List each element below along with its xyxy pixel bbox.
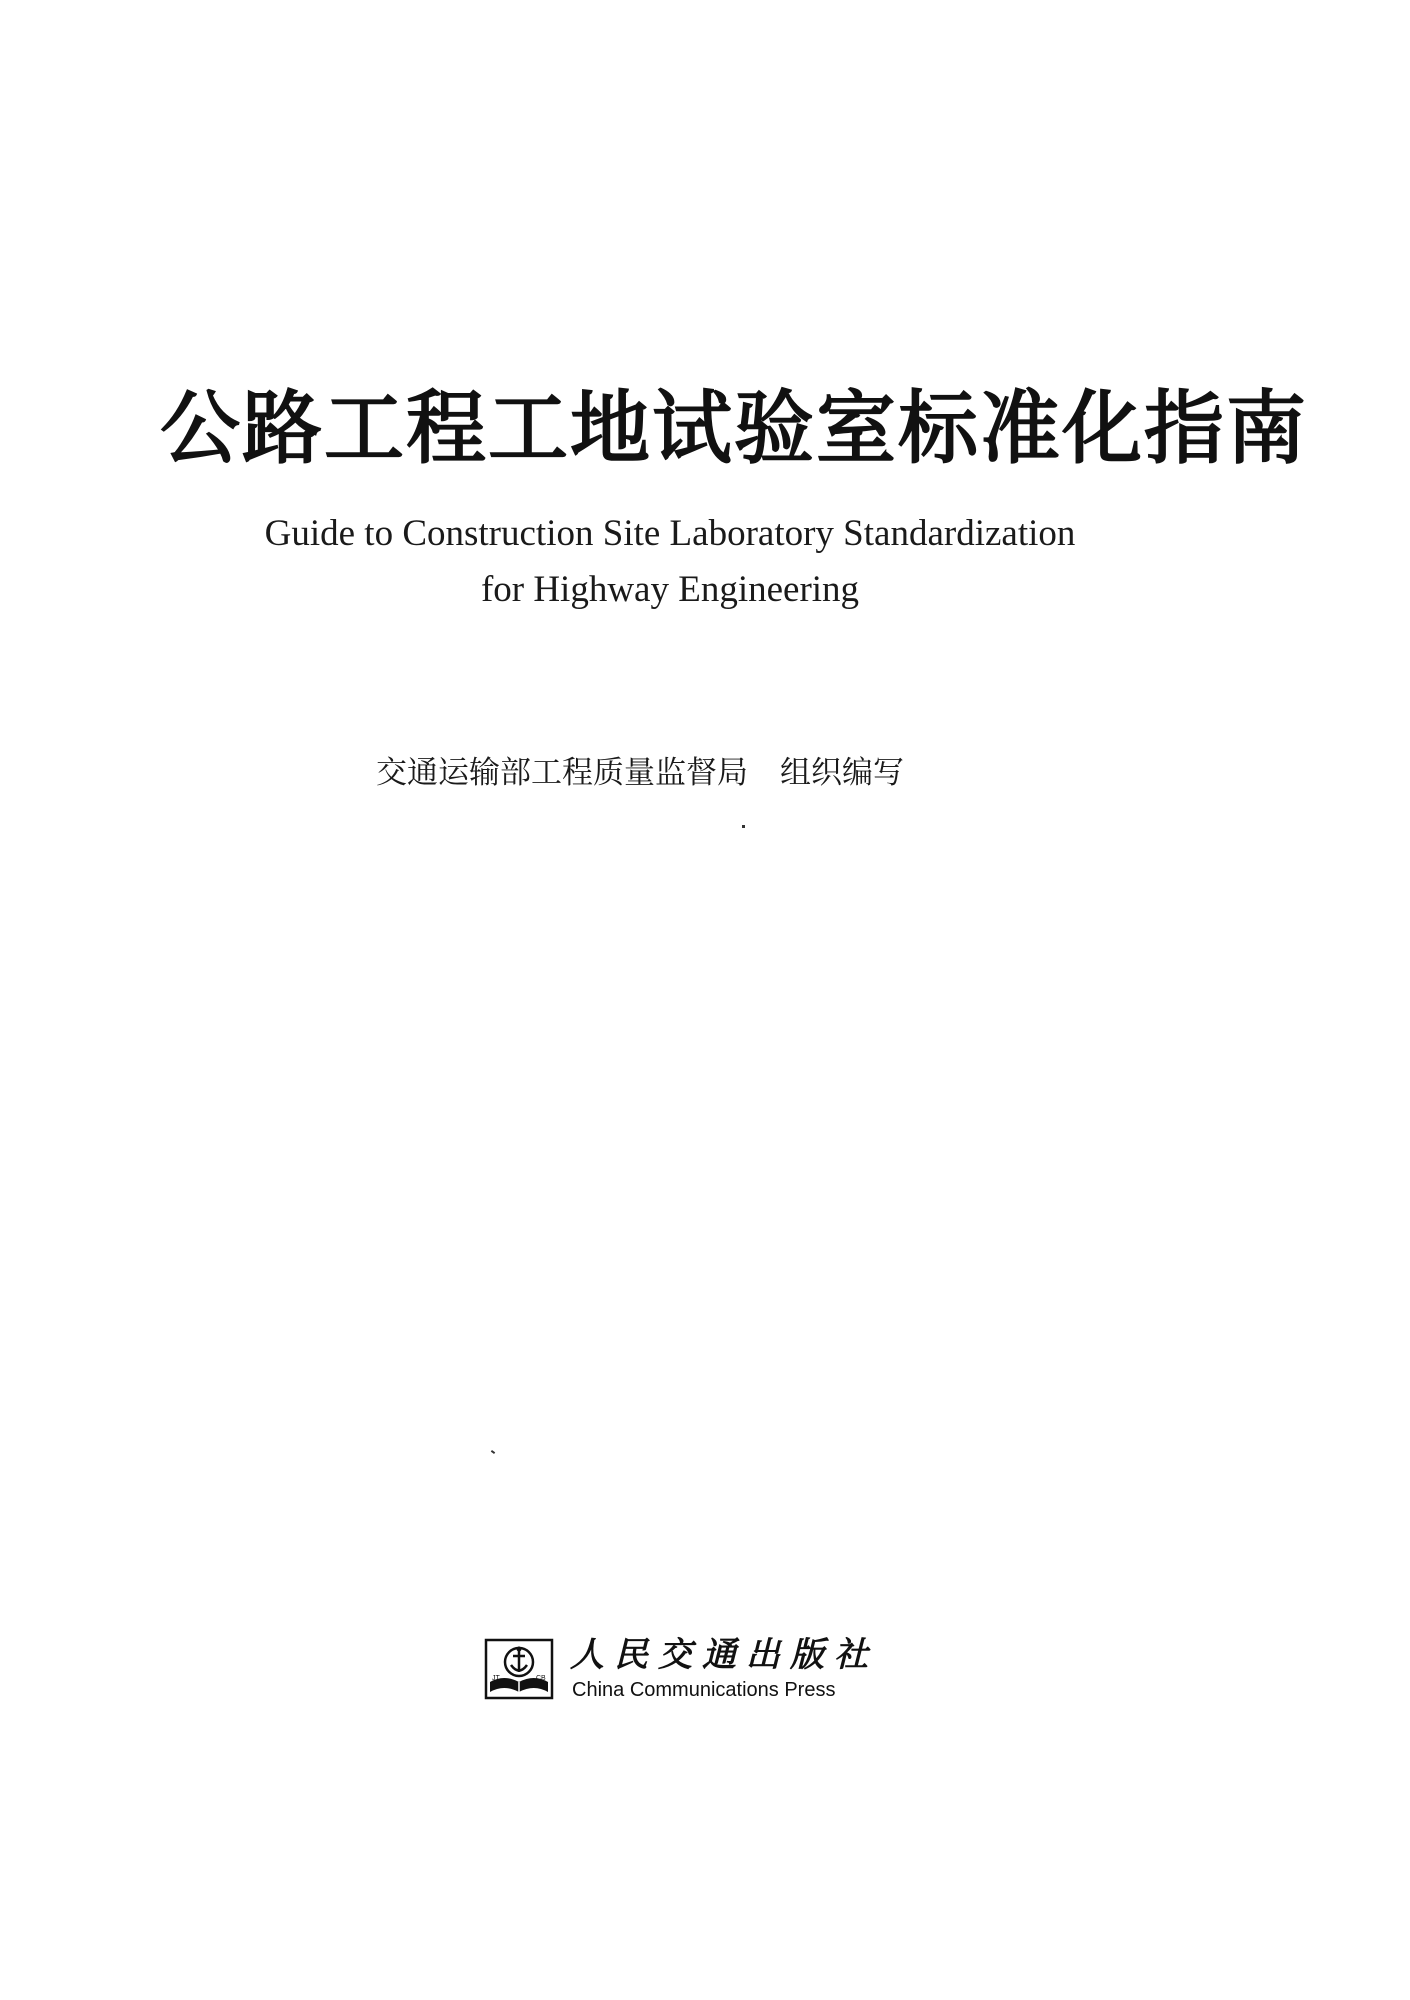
- scan-speck: [742, 825, 745, 828]
- emblem-mark-left: JT: [492, 1675, 500, 1682]
- english-title: [150, 506, 1190, 618]
- editor-credit: [376, 748, 1016, 798]
- publisher-name-cn: 人民交通出版社: [570, 1635, 878, 1675]
- chinese-title: 公路工程工地试验室标准化指南: [160, 381, 1308, 475]
- publisher-emblem-icon: [484, 1638, 554, 1700]
- editor-role: 组织编写: [780, 755, 904, 791]
- publisher-name-en: China Communications Press: [572, 1679, 836, 1701]
- scan-speck: [491, 1450, 495, 1454]
- english-title-line-2: for Highway Engineering: [480, 569, 860, 610]
- editor-organization: 交通运输部工程质量监督局: [376, 755, 748, 791]
- emblem-mark-right: CB: [536, 1675, 546, 1682]
- english-title-line-1: Guide to Construction Site Laboratory Standardization: [264, 513, 1076, 554]
- publisher-block: [484, 1636, 904, 1716]
